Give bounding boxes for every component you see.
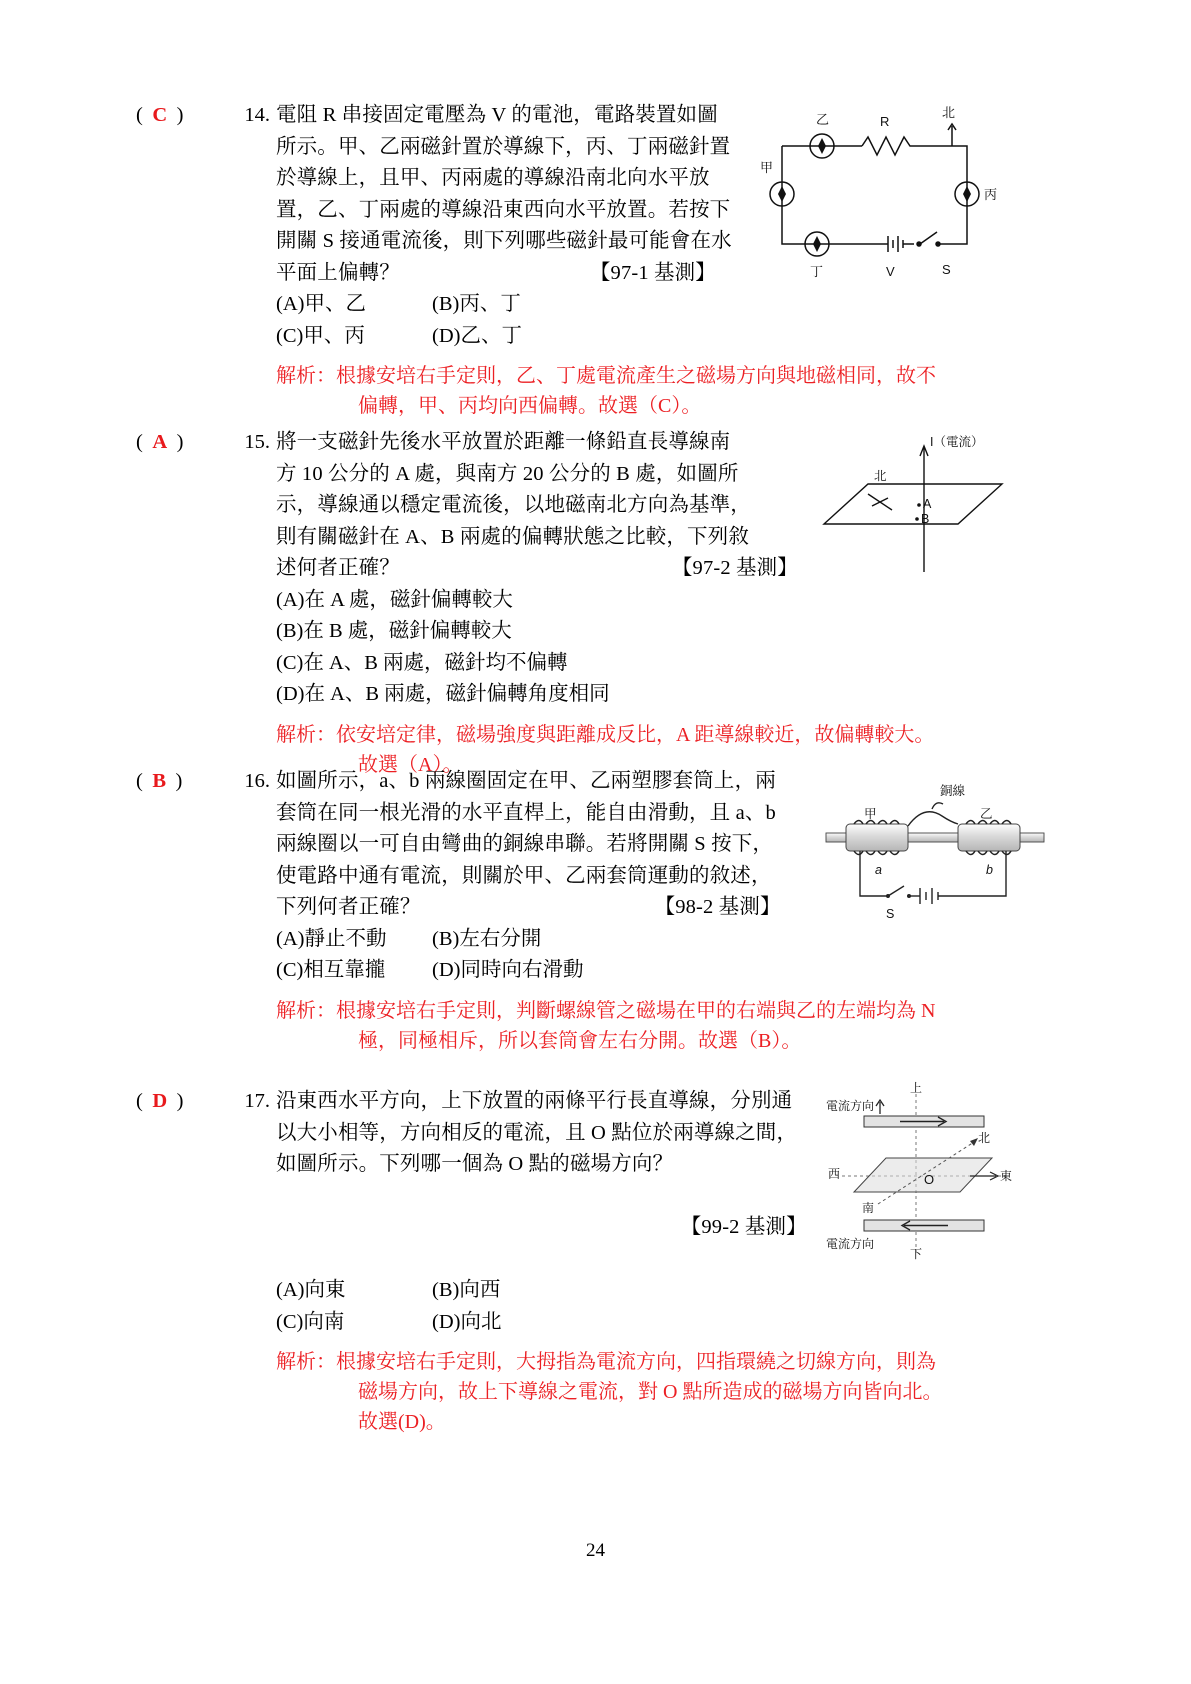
explanation-text: 磁場方向，故上下導線之電流，對 O 點所造成的磁場方向皆向北。 bbox=[358, 1381, 943, 1403]
page-number: 24 bbox=[586, 1540, 605, 1561]
option-a-17: (A)向東 bbox=[276, 1279, 346, 1301]
figure-label-current-top: 電流方向 bbox=[826, 1099, 875, 1113]
figure-label-south: 南 bbox=[862, 1201, 875, 1215]
option-a-16: (A)靜止不動 bbox=[276, 927, 387, 950]
answer-letter: D bbox=[152, 1090, 168, 1112]
question-text-line: 平面上偏轉？ bbox=[276, 261, 400, 284]
option-row bbox=[276, 955, 1056, 987]
vertical-wire-plane-figure bbox=[806, 432, 1016, 587]
question-text-line: 將一支磁針先後水平放置於距離一條鉛直長導線南 bbox=[276, 431, 731, 453]
figure-label-bing: 丙 bbox=[984, 187, 998, 202]
option-c-14: (C)甲、丙 bbox=[276, 324, 365, 347]
circuit-with-compasses-figure bbox=[762, 104, 1012, 294]
question-text-line: 下列何者正確？ bbox=[276, 896, 421, 918]
explanation-text: 根據安培右手定則，判斷螺線管之磁場在甲的右端與乙的左端均為 N bbox=[336, 999, 936, 1022]
figure-label-down: 下 bbox=[910, 1247, 923, 1261]
explanation-text: 偏轉，甲、丙均向西偏轉。故選（C）。 bbox=[358, 395, 702, 417]
explanation-line bbox=[276, 1347, 1056, 1377]
question-number-14: 14. bbox=[244, 104, 270, 126]
question-text-line: 兩線圈以一可自由彎曲的銅線串聯。若將開關 S 按下， bbox=[276, 833, 774, 855]
explanation-text: 故選（A）。 bbox=[358, 753, 463, 776]
option-b-16: (B)左右分開 bbox=[432, 927, 542, 950]
option-row bbox=[276, 585, 1056, 617]
question-text-line: 套筒在同一根光滑的水平直桿上，能自由滑動，且 a、b bbox=[276, 801, 776, 824]
option-a-14: (A)甲、乙 bbox=[276, 293, 366, 315]
figure-label-b: b bbox=[986, 863, 993, 877]
explanation-line bbox=[276, 391, 1056, 421]
figure-label-A: A bbox=[923, 497, 932, 511]
answer-marker-16: ( B ) bbox=[136, 770, 183, 792]
figure-label-north: 北 bbox=[942, 105, 956, 120]
question-text-line: 如圖所示，a、b 兩線圈固定在甲、乙兩塑膠套筒上，兩 bbox=[276, 770, 776, 792]
question-text-line: 所示。甲、乙兩磁針置於導線下，丙、丁兩磁針置 bbox=[276, 135, 731, 158]
explanation-indent bbox=[276, 391, 358, 421]
two-solenoids-on-rod-figure bbox=[820, 776, 1050, 936]
explanation-text: 根據安培右手定則，大拇指為電流方向，四指環繞之切線方向，則為 bbox=[336, 1351, 936, 1373]
option-row bbox=[276, 1307, 1056, 1339]
explanation-label: 解析： bbox=[276, 1351, 336, 1373]
question-text-line: 方 10 公分的 A 處，與南方 20 公分的 B 處，如圖所 bbox=[276, 462, 739, 485]
explanation-line bbox=[276, 1407, 1056, 1437]
question-number-16: 16. bbox=[244, 770, 270, 792]
option-b-15: (B)在 B 處，磁針偏轉較大 bbox=[276, 620, 512, 642]
figure-label-jia: 甲 bbox=[760, 160, 774, 175]
question-source-16: 【98-2 基測】 bbox=[654, 896, 781, 918]
option-row bbox=[276, 616, 1056, 648]
explanation-indent bbox=[276, 1026, 358, 1056]
option-b-14: (B)丙、丁 bbox=[432, 293, 521, 315]
figure-label-S: S bbox=[942, 262, 951, 277]
question-source-14: 【97-1 基測】 bbox=[589, 261, 716, 284]
question-text-line: 開關 S 接通電流後，則下列哪些磁針最可能會在水 bbox=[276, 230, 732, 252]
option-a-15: (A)在 A 處，磁針偏轉較大 bbox=[276, 588, 513, 611]
explanation-line bbox=[276, 720, 1056, 750]
answer-letter: A bbox=[152, 431, 168, 453]
explanation-indent bbox=[276, 1377, 358, 1407]
option-d-14: (D)乙、丁 bbox=[432, 324, 522, 347]
question-text-line: 以大小相等，方向相反的電流，且 O 點位於兩導線之間， bbox=[276, 1121, 798, 1144]
figure-label-current: I（電流） bbox=[930, 435, 984, 449]
explanation-label: 解析： bbox=[276, 365, 336, 387]
figure-label-current-bottom: 電流方向 bbox=[826, 1237, 875, 1251]
question-source-17: 【99-2 基測】 bbox=[680, 1216, 807, 1238]
explanation-text: 根據安培右手定則，乙、丁處電流產生之磁場方向與地磁相同，故不 bbox=[336, 365, 936, 387]
figure-label-north: 北 bbox=[978, 1131, 991, 1145]
explanation-line bbox=[276, 1026, 1056, 1056]
question-text-line: 置，乙、丁兩處的導線沿東西向水平放置。若按下 bbox=[276, 198, 731, 221]
explanation-text: 故選(D)。 bbox=[358, 1411, 446, 1433]
option-row bbox=[276, 679, 1056, 711]
explanation-17 bbox=[276, 1347, 1056, 1437]
figure-label-ding: 丁 bbox=[810, 264, 824, 279]
figure-label-copper-wire: 銅線 bbox=[940, 784, 966, 798]
figure-label-north: 北 bbox=[874, 469, 887, 483]
option-c-16: (C)相互靠攏 bbox=[276, 959, 386, 981]
question-text-line: 示，導線通以穩定電流後，以地磁南北方向為基準， bbox=[276, 494, 751, 516]
option-b-17: (B)向西 bbox=[432, 1279, 501, 1301]
option-d-15: (D)在 A、B 兩處，磁針偏轉角度相同 bbox=[276, 683, 610, 705]
parallel-wires-O-point-figure bbox=[820, 1080, 1030, 1260]
option-row bbox=[276, 1275, 1056, 1307]
explanation-line bbox=[276, 996, 1056, 1026]
answer-letter: C bbox=[152, 104, 168, 126]
explanation-label: 解析： bbox=[276, 999, 336, 1022]
figure-label-jia: 甲 bbox=[864, 807, 877, 821]
question-text-line: 如圖所示。下列哪一個為 O 點的磁場方向？ bbox=[276, 1153, 674, 1175]
option-row bbox=[276, 648, 1056, 680]
question-text-line: 電阻 R 串接固定電壓為 V 的電池，電路裝置如圖 bbox=[276, 104, 718, 126]
figure-label-yi: 乙 bbox=[980, 807, 993, 821]
figure-label-O: O bbox=[924, 1172, 935, 1187]
option-d-16: (D)同時向右滑動 bbox=[432, 959, 584, 981]
explanation-indent bbox=[276, 1407, 358, 1437]
explanation-label: 解析： bbox=[276, 723, 336, 746]
option-d-17: (D)向北 bbox=[432, 1310, 502, 1333]
question-text-line: 則有關磁針在 A、B 兩處的偏轉狀態之比較，下列敘 bbox=[276, 525, 749, 548]
answer-marker-15: ( A ) bbox=[136, 431, 184, 453]
option-row bbox=[276, 321, 1056, 353]
figure-label-up: 上 bbox=[910, 1081, 923, 1095]
figure-label-V: V bbox=[886, 264, 895, 279]
figure-label-east: 東 bbox=[1000, 1169, 1013, 1183]
question-number-15: 15. bbox=[244, 431, 270, 453]
option-c-17: (C)向南 bbox=[276, 1310, 345, 1333]
explanation-16 bbox=[276, 996, 1056, 1056]
answer-letter: B bbox=[152, 770, 167, 792]
figure-label-a: a bbox=[875, 863, 882, 877]
explanation-14 bbox=[276, 361, 1056, 421]
explanation-line bbox=[276, 361, 1056, 391]
figure-label-R: R bbox=[880, 114, 890, 129]
figure-label-B: B bbox=[921, 512, 930, 526]
figure-label-west: 西 bbox=[828, 1167, 841, 1181]
question-text-line: 述何者正確？ bbox=[276, 557, 400, 579]
figure-label-S: S bbox=[886, 907, 895, 921]
answer-marker-14: ( C ) bbox=[136, 104, 184, 126]
question-text-line: 沿東西水平方向，上下放置的兩條平行長直導線，分別通 bbox=[276, 1090, 793, 1112]
question-source-15: 【97-2 基測】 bbox=[671, 557, 798, 579]
question-text-line: 使電路中通有電流，則關於甲、乙兩套筒運動的敘述， bbox=[276, 864, 772, 887]
explanation-text: 依安培定律，磁場強度與距離成反比，A 距導線較近，故偏轉較大。 bbox=[336, 723, 935, 746]
option-c-15: (C)在 A、B 兩處，磁針均不偏轉 bbox=[276, 651, 568, 674]
explanation-text: 極，同極相斥，所以套筒會左右分開。故選（B）。 bbox=[358, 1029, 802, 1052]
figure-label-yi: 乙 bbox=[816, 112, 830, 127]
question-text-line: 於導線上，且甲、丙兩處的導線沿南北向水平放 bbox=[276, 167, 710, 189]
answer-marker-17: ( D ) bbox=[136, 1090, 184, 1112]
explanation-line bbox=[276, 1377, 1056, 1407]
question-number-17: 17. bbox=[244, 1090, 270, 1112]
